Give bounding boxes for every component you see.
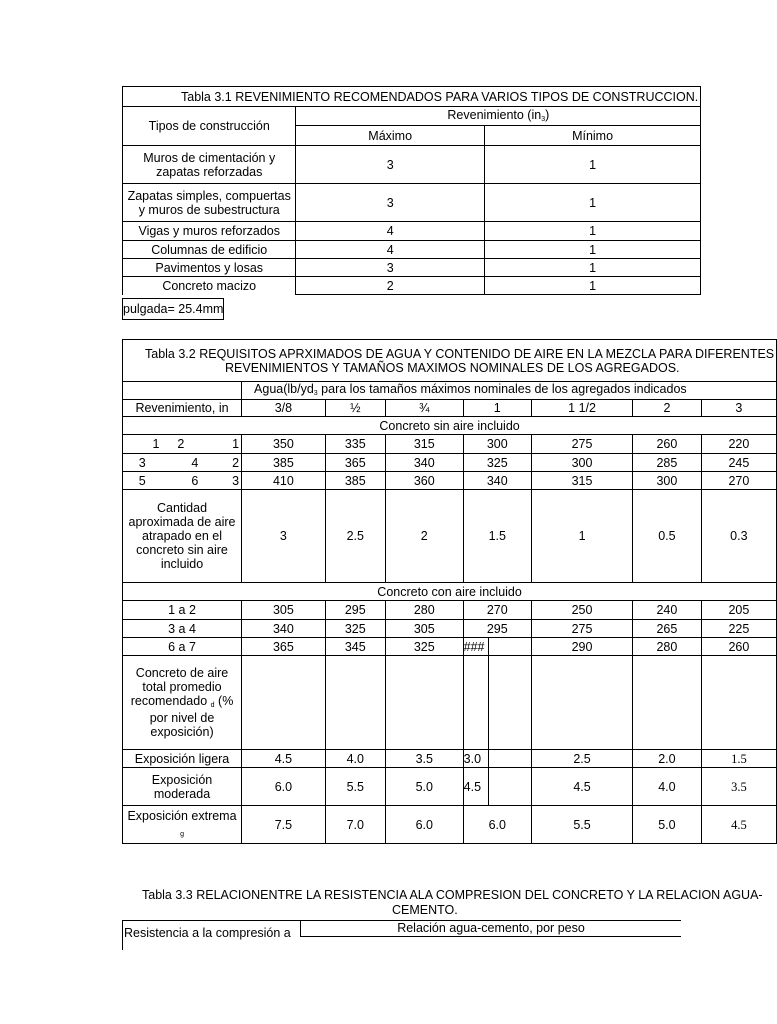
table-cell: 275 bbox=[531, 435, 632, 454]
table-cell: 410 bbox=[242, 472, 326, 490]
col-header-min: Mínimo bbox=[484, 126, 700, 146]
table-cell: 300 bbox=[531, 454, 632, 472]
table-cell-empty bbox=[489, 638, 531, 656]
table-cell: 5.5 bbox=[531, 806, 632, 844]
rev-part: 2 bbox=[161, 435, 200, 454]
rev-part: 4 bbox=[161, 454, 200, 472]
table-cell: 305 bbox=[242, 601, 326, 620]
table-cell: 4.5 bbox=[463, 768, 489, 806]
table-cell: 385 bbox=[325, 472, 385, 490]
table-cell: 4.0 bbox=[325, 750, 385, 768]
table-cell-min: 1 bbox=[484, 146, 700, 184]
table-cell: 7.5 bbox=[242, 806, 326, 844]
table-cell-empty bbox=[489, 750, 531, 768]
col-header-resistance: Resistencia a la compresión a bbox=[122, 920, 300, 950]
table-cell-min: 1 bbox=[484, 222, 700, 241]
table-cell: 300 bbox=[633, 472, 701, 490]
table-cell: 4.0 bbox=[633, 768, 701, 806]
table-cell: 220 bbox=[701, 435, 777, 454]
table-cell: 340 bbox=[385, 454, 463, 472]
trapped-air-label: Cantidad aproximada de aire atrapado en el concreto sin aire incluido bbox=[123, 490, 242, 583]
table-3-2-title: Tabla 3.2 REQUISITOS APRXIMADOS DE AGUA Y CONTENIDO DE AIRE EN LA MEZCLA PARA DIFERENTES REVENIMIENTOS Y TAMAÑOS MAXIMOS NOMINALES DE LOS AGREGADOS. bbox=[123, 340, 777, 382]
table-cell-empty bbox=[633, 656, 701, 750]
table-cell: 270 bbox=[463, 601, 531, 620]
table-cell: 315 bbox=[385, 435, 463, 454]
table-cell-empty bbox=[463, 656, 489, 750]
table-cell: 3 bbox=[242, 490, 326, 583]
table-cell: 0.3 bbox=[701, 490, 777, 583]
col-header-size: 1 1/2 bbox=[531, 400, 632, 417]
table-cell-max: 3 bbox=[296, 184, 484, 222]
table-cell-empty bbox=[701, 656, 777, 750]
table-cell: 345 bbox=[325, 638, 385, 656]
total-air-label: Concreto de aire total promedio recomendado $_d$ (% por nivel de exposición) bbox=[123, 656, 242, 750]
table-cell-min: 1 bbox=[484, 241, 700, 259]
table-3-1-title: Tabla 3.1 REVENIMIENTO RECOMENDADOS PARA VARIOS TIPOS DE CONSTRUCCION. bbox=[123, 87, 701, 107]
rev-part: 2 bbox=[200, 454, 241, 472]
table-cell: 340 bbox=[463, 472, 531, 490]
table-cell: 6.0 bbox=[463, 806, 531, 844]
table-cell: 325 bbox=[385, 638, 463, 656]
table-row-type: Pavimentos y losas bbox=[123, 259, 296, 277]
table-cell: 265 bbox=[633, 620, 701, 638]
table-cell: 285 bbox=[633, 454, 701, 472]
table-cell: 300 bbox=[463, 435, 531, 454]
table-cell-empty bbox=[531, 656, 632, 750]
table-cell-empty bbox=[385, 656, 463, 750]
table-cell: 3.5 bbox=[701, 768, 777, 806]
table-cell: 1 bbox=[531, 490, 632, 583]
table-cell-empty bbox=[325, 656, 385, 750]
table-cell: 205 bbox=[701, 601, 777, 620]
table-3-2 bbox=[122, 339, 777, 844]
table-row-type: Vigas y muros reforzados bbox=[123, 222, 296, 241]
table-3-1 bbox=[122, 86, 701, 295]
table-cell-overflow: ### bbox=[463, 638, 489, 656]
rev-part: 3 bbox=[123, 454, 162, 472]
rev-range: 3 a 4 bbox=[123, 620, 242, 638]
col-header-ratio: Relación agua-cemento, por peso bbox=[300, 920, 681, 937]
rev-range: 1 a 2 bbox=[123, 601, 242, 620]
col-header-max: Máximo bbox=[296, 126, 484, 146]
table-cell: 0.5 bbox=[633, 490, 701, 583]
exposure-label: Exposición ligera bbox=[123, 750, 242, 768]
table-cell-max: 3 bbox=[296, 259, 484, 277]
rev-part: 1 bbox=[123, 435, 162, 454]
table-cell-max: 2 bbox=[296, 277, 484, 295]
table-cell: 325 bbox=[463, 454, 531, 472]
table-cell: 245 bbox=[701, 454, 777, 472]
col-header-size: ½ bbox=[325, 400, 385, 417]
table-cell: 2 bbox=[385, 490, 463, 583]
table-3-3-title-line1: Tabla 3.3 RELACIONENTRE LA RESISTENCIA ALA COMPRESION DEL CONCRETO Y LA RELACION AGUA- bbox=[142, 888, 763, 902]
col-header-size: 3 bbox=[701, 400, 777, 417]
table-cell: 365 bbox=[325, 454, 385, 472]
table-cell: 1.5 bbox=[463, 490, 531, 583]
table-cell: 3.5 bbox=[385, 750, 463, 768]
table-3-3-region bbox=[0, 860, 763, 1024]
table-cell: 2.5 bbox=[325, 490, 385, 583]
table-cell: 240 bbox=[633, 601, 701, 620]
table-cell-min: 1 bbox=[484, 184, 700, 222]
table-row-type: Zapatas simples, compuertas y muros de subestructura bbox=[123, 184, 296, 222]
table-3-1-region bbox=[0, 0, 699, 330]
col-header-size: 3/8 bbox=[242, 400, 326, 417]
exposure-label: Exposición extrema $_g$ bbox=[123, 806, 242, 844]
table-cell: 305 bbox=[385, 620, 463, 638]
table-cell-empty bbox=[242, 656, 326, 750]
table-cell: 260 bbox=[701, 638, 777, 656]
table-cell: 4.5 bbox=[701, 806, 777, 844]
table-cell: 350 bbox=[242, 435, 326, 454]
table-row-type: Muros de cimentación y zapatas reforzadas bbox=[123, 146, 296, 184]
table-cell: 280 bbox=[385, 601, 463, 620]
exposure-label: Exposición moderada bbox=[123, 768, 242, 806]
table-cell: 7.0 bbox=[325, 806, 385, 844]
table-cell: 260 bbox=[633, 435, 701, 454]
table-cell: 2.5 bbox=[531, 750, 632, 768]
table-cell: 325 bbox=[325, 620, 385, 638]
table-cell-max: 4 bbox=[296, 241, 484, 259]
table-cell-empty bbox=[489, 656, 531, 750]
table-3-2-region bbox=[0, 330, 775, 860]
table-cell: 270 bbox=[701, 472, 777, 490]
table-cell: 295 bbox=[463, 620, 531, 638]
rev-part: 6 bbox=[161, 472, 200, 490]
table-cell: 2.0 bbox=[633, 750, 701, 768]
table-cell: 4.5 bbox=[531, 768, 632, 806]
table-row-type: Columnas de edificio bbox=[123, 241, 296, 259]
table-cell: 1.5 bbox=[701, 750, 777, 768]
table-cell: 275 bbox=[531, 620, 632, 638]
table-cell: 295 bbox=[325, 601, 385, 620]
section-header-no-air: Concreto sin aire incluido bbox=[123, 417, 777, 435]
col-header-size: 2 bbox=[633, 400, 701, 417]
table-cell: 340 bbox=[242, 620, 326, 638]
table-cell: 6.0 bbox=[242, 768, 326, 806]
table-cell: 4.5 bbox=[242, 750, 326, 768]
table-cell-empty bbox=[489, 768, 531, 806]
table-cell-min: 1 bbox=[484, 259, 700, 277]
table-cell: 225 bbox=[701, 620, 777, 638]
table-cell: 6.0 bbox=[385, 806, 463, 844]
table-cell: 5.5 bbox=[325, 768, 385, 806]
table-cell: 5.0 bbox=[385, 768, 463, 806]
col-header-revenimiento: Revenimiento $(in_3)$ bbox=[296, 107, 701, 126]
section-header-air: Concreto con aire incluido bbox=[123, 583, 777, 601]
col-header-size: ¾ bbox=[385, 400, 463, 417]
rev-part: 5 bbox=[123, 472, 162, 490]
table-cell: 385 bbox=[242, 454, 326, 472]
water-header: $Agua(lb/yd_3$ para los tamaños máximos nominales de los agregados indicados bbox=[242, 382, 777, 400]
rev-part: 3 bbox=[200, 472, 241, 490]
table-cell-min: 1 bbox=[484, 277, 700, 295]
table-cell-max: 3 bbox=[296, 146, 484, 184]
blank-cell bbox=[123, 382, 242, 400]
rev-range: 6 a 7 bbox=[123, 638, 242, 656]
col-header-revenimiento: Revenimiento, in bbox=[123, 400, 242, 417]
table-cell: 5.0 bbox=[633, 806, 701, 844]
table-3-1-note: pulgada= 25.4mm bbox=[122, 298, 224, 320]
table-cell: 335 bbox=[325, 435, 385, 454]
col-header-construction-type: Tipos de construcción bbox=[123, 107, 296, 146]
table-cell: 250 bbox=[531, 601, 632, 620]
table-cell: 290 bbox=[531, 638, 632, 656]
table-cell: 365 bbox=[242, 638, 326, 656]
table-cell: 315 bbox=[531, 472, 632, 490]
table-row-type: Concreto macizo bbox=[123, 277, 296, 295]
rev-part: 1 bbox=[200, 435, 241, 454]
table-cell-max: 4 bbox=[296, 222, 484, 241]
table-cell: 3.0 bbox=[463, 750, 489, 768]
col-header-size: 1 bbox=[463, 400, 531, 417]
table-cell: 280 bbox=[633, 638, 701, 656]
table-3-3-title-line2: CEMENTO. bbox=[392, 903, 458, 917]
table-cell: 360 bbox=[385, 472, 463, 490]
